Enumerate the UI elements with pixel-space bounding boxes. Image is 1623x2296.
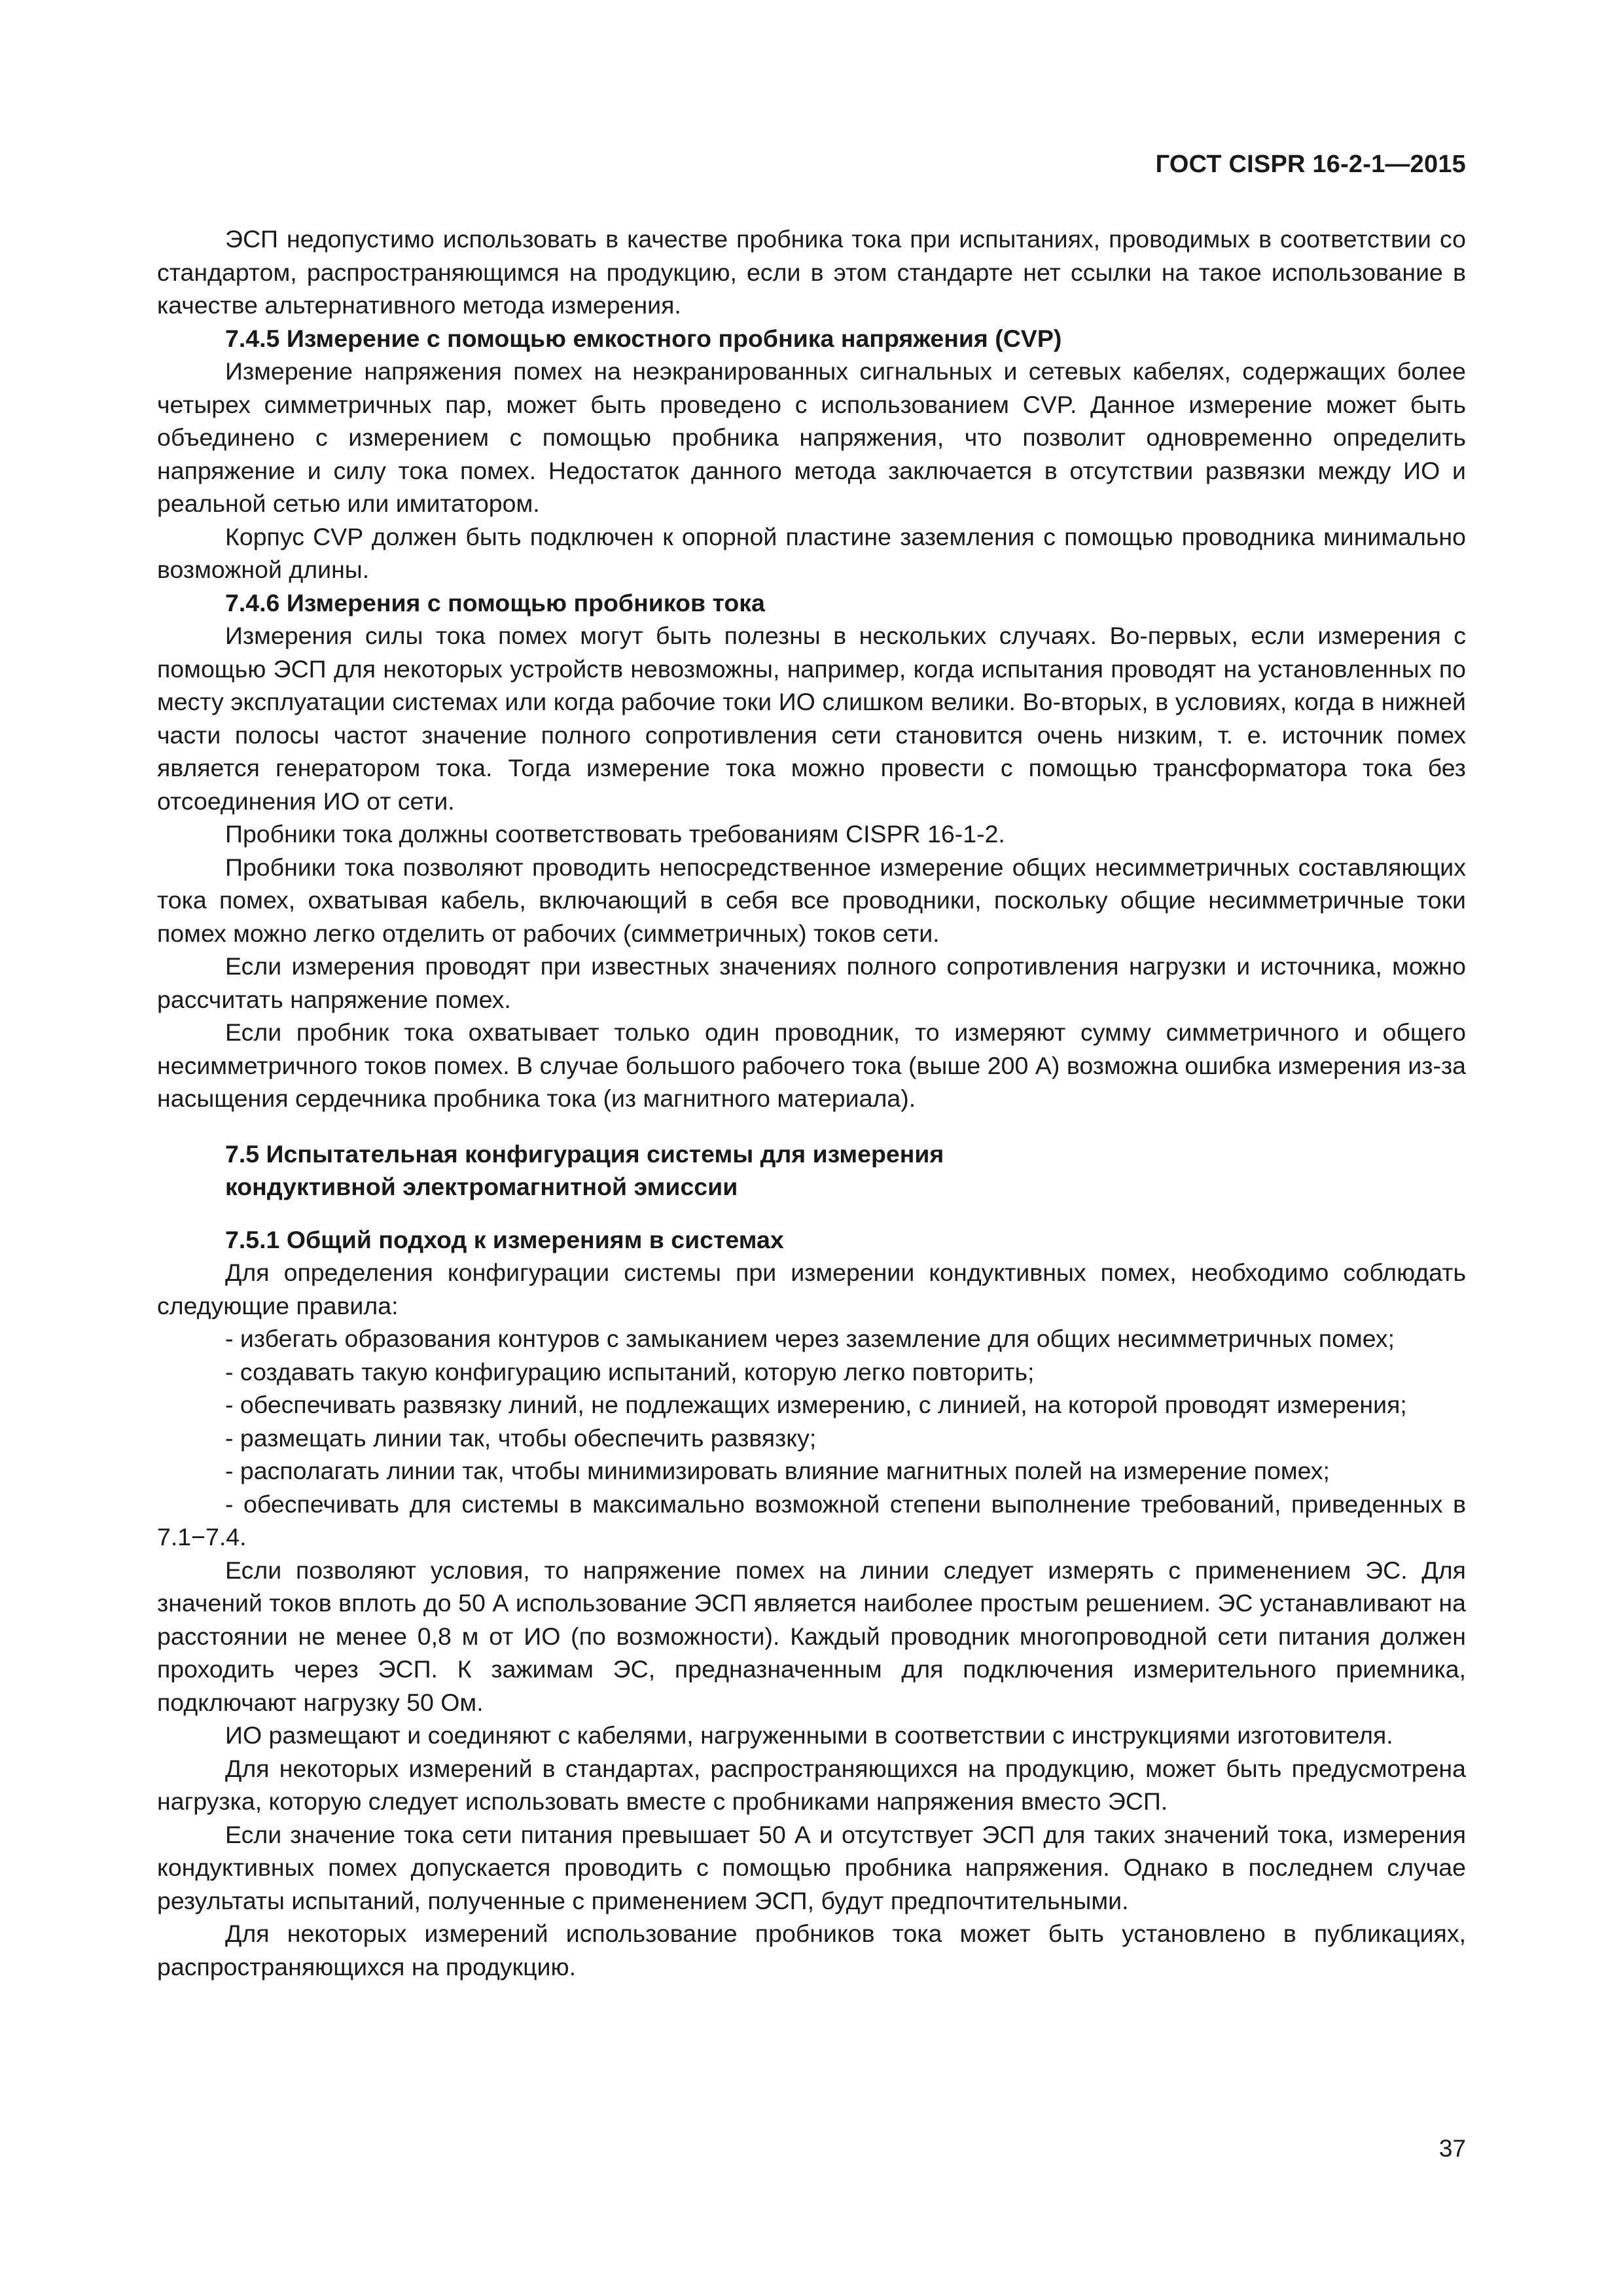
paragraph-current-probe-requirements: Пробники тока должны соответствовать требованиям CISPR 16-1-2. bbox=[225, 820, 1005, 848]
heading-7-5-line-2: кондуктивной электромагнитной эмиссии bbox=[225, 1173, 738, 1200]
paragraph-rules-intro: Для определения конфигурации системы при измерении кондуктивных помех, необходимо соблюдать следующие правила: bbox=[157, 1259, 1466, 1319]
list-item-repeatable-config: - создавать такую конфигурацию испытаний, которую легко повторить; bbox=[225, 1357, 1035, 1386]
list-item-magnetic-fields: - располагать линии так, чтобы минимизировать влияние магнитных полей на измерение помех; bbox=[225, 1457, 1330, 1484]
heading-7-5-line-1: 7.5 Испытательная конфигурация системы для измерения bbox=[225, 1139, 944, 1168]
paragraph-cvp-measurement: Измерение напряжения помех на неэкранированных сигнальных и сетевых кабелях, содержащих более четырех симметричных пар, может быть проведено с использованием CVP. Данное измерение может быть объединено с измерением с помощью пробника напряжения, что позволит одновременно определить напряжение и силу тока помех. Недостаток данного метода заключается в отсутствии развязки между ИО и реальной сетью или имитатором. bbox=[157, 357, 1466, 517]
running-header: ГОСТ CISPR 16-2-1—2015 bbox=[1155, 151, 1466, 178]
heading-7-5-1: 7.5.1 Общий подход к измерениям в системах bbox=[225, 1225, 784, 1253]
paragraph-current-probes-publications: Для некоторых измерений использование пробников тока может быть установлено в публикациях, распространяющихся на продукцию. bbox=[157, 1920, 1466, 1981]
heading-7-5 bbox=[157, 1138, 1466, 1204]
page-number: 37 bbox=[1438, 2135, 1466, 2162]
document-body bbox=[157, 223, 1466, 1983]
paragraph-single-conductor: Если пробник тока охватывает только один проводник, то измеряют сумму симметричного и общего несимметричного токов помех. В случае большого рабочего тока (выше 200 А) возможна ошибка измерения из-за насыщения сердечника пробника тока (из магнитного материала). bbox=[157, 1018, 1466, 1112]
paragraph-current-probe-cases: Измерения силы тока помех могут быть полезны в нескольких случаях. Во-первых, если измерения с помощью ЭСП для некоторых устройств невозможны, например, когда испытания проводят на установленных по месту эксплуатации системах или когда рабочие токи ИО слишком велики. Во-вторых, в условиях, когда в нижней части полосы частот значение полного сопротивления сети становится очень низким, т. е. источник помех является генератором тока. Тогда измерение тока можно провести с помощью трансформатора тока без отсоединения ИО от сети. bbox=[157, 622, 1466, 815]
paragraph-over-50a: Если значение тока сети питания превышает 50 А и отсутствует ЭСП для таких значений тока, измерения кондуктивных помех допускается проводить с помощью пробника напряжения. Однако в последнем случае результаты испытаний, полученные с применением ЭСП, будут предпочтительными. bbox=[157, 1820, 1466, 1914]
paragraph-es-measurement: Если позволяют условия, то напряжение помех на линии следует измерять с применением ЭС. Для значений токов вплоть до 50 А использование ЭСП является наиболее простым решением. ЭС устанавливают на расстоянии не менее 0,8 м от ИО (по возможности). Каждый проводник многопроводной сети питания должен проходить через ЭСП. К зажимам ЭС, предназначенным для подключения измерительного приемника, подключают нагрузку 50 Ом. bbox=[157, 1556, 1466, 1716]
list-item-requirements: - обеспечивать для системы в максимально возможной степени выполнение требований, приведенных в 7.1−7.4. bbox=[157, 1490, 1466, 1551]
paragraph-esp-probe-note: ЭСП недопустимо использовать в качестве пробника тока при испытаниях, проводимых в соответствии со стандартом, распространяющимся на продукцию, если в этом стандарте нет ссылки на такое использование в качестве альтернативного метода измерения. bbox=[157, 225, 1466, 319]
paragraph-known-impedance: Если измерения проводят при известных значениях полного сопротивления нагрузки и источника, можно рассчитать напряжение помех. bbox=[157, 952, 1466, 1013]
paragraph-io-cabling: ИО размещают и соединяют с кабелями, нагруженными в соответствии с инструкциями изготовителя. bbox=[225, 1721, 1393, 1749]
heading-7-4-5: 7.4.5 Измерение с помощью емкостного пробника напряжения (CVP) bbox=[225, 324, 1062, 352]
document-page bbox=[157, 131, 1466, 2225]
list-item-line-decoupling: - обеспечивать развязку линий, не подлежащих измерению, с линией, на которой проводят измерения; bbox=[225, 1391, 1407, 1418]
paragraph-cvp-grounding: Корпус CVP должен быть подключен к опорной пластине заземления с помощью проводника минимально возможной длины. bbox=[157, 522, 1466, 583]
heading-7-4-6: 7.4.6 Измерения с помощью пробников тока bbox=[225, 588, 765, 617]
list-item-ground-loops: - избегать образования контуров с замыканием через заземление для общих несимметричных помех; bbox=[225, 1325, 1395, 1352]
paragraph-current-probe-direct: Пробники тока позволяют проводить непосредственное измерение общих несимметричных составляющих тока помех, охватывая кабель, включающий в себя все проводники, поскольку общие несимметричные токи помех можно легко отделить от рабочих (симметричных) токов сети. bbox=[157, 853, 1466, 947]
paragraph-product-standards-load: Для некоторых измерений в стандартах, распространяющихся на продукцию, может быть предусмотрена нагрузка, которую следует использовать вместе с пробниками напряжения вместо ЭСП. bbox=[157, 1754, 1466, 1815]
list-item-place-lines: - размещать линии так, чтобы обеспечить развязку; bbox=[225, 1424, 817, 1452]
